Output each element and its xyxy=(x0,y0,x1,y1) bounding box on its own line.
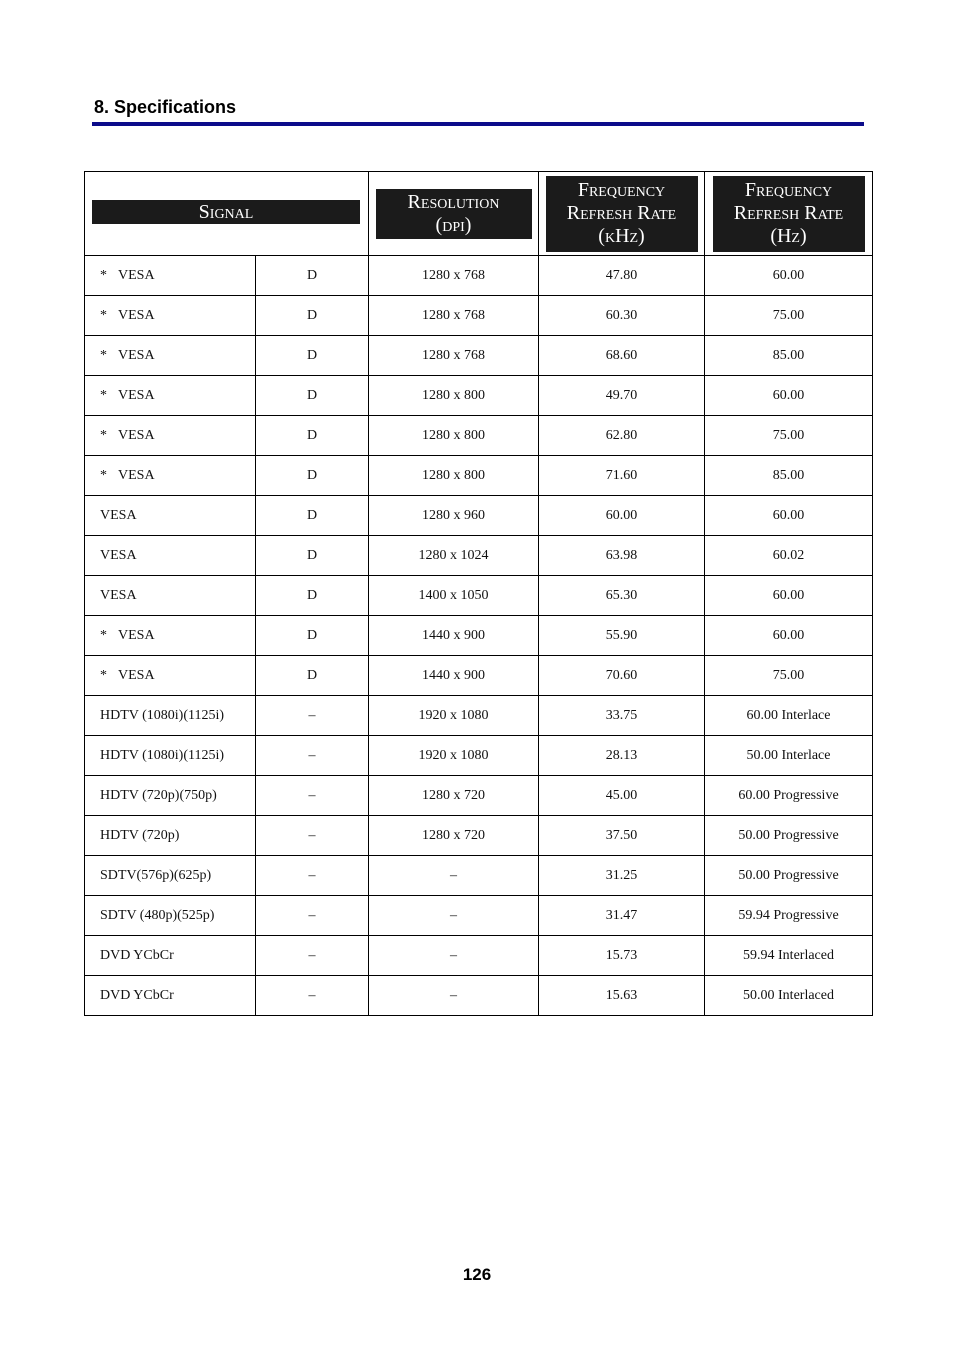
resolution-cell: – xyxy=(369,936,539,976)
signal-type-cell: – xyxy=(256,696,369,736)
signal-type-cell: D xyxy=(256,376,369,416)
signal-name: VESA xyxy=(118,347,155,363)
table-row xyxy=(85,496,873,536)
signal-name: HDTV (1080i)(1125i) xyxy=(100,747,225,763)
signal-type-cell: D xyxy=(256,296,369,336)
frequency-hz-cell: 60.02 xyxy=(705,536,873,576)
signal-name: DVD YCbCr xyxy=(100,947,174,963)
table-body xyxy=(85,256,873,1016)
header-resolution xyxy=(369,172,539,256)
signal-cell xyxy=(85,296,256,336)
frequency-hz-cell: 60.00 xyxy=(705,616,873,656)
signal-name: VESA xyxy=(118,267,155,283)
signal-name: HDTV (720p)(750p) xyxy=(100,787,217,803)
table-row xyxy=(85,976,873,1016)
asterisk-marker: * xyxy=(100,667,107,683)
signal-name: VESA xyxy=(118,307,155,323)
signal-name: VESA xyxy=(118,467,155,483)
frequency-hz-cell: 50.00 Progressive xyxy=(705,856,873,896)
frequency-khz-cell: 31.25 xyxy=(539,856,705,896)
signal-cell xyxy=(85,576,256,616)
frequency-hz-cell: 75.00 xyxy=(705,656,873,696)
signal-name: HDTV (1080i)(1125i) xyxy=(100,707,225,723)
resolution-cell: 1400 x 1050 xyxy=(369,576,539,616)
resolution-cell: 1280 x 768 xyxy=(369,256,539,296)
table-row xyxy=(85,576,873,616)
signal-type-cell: – xyxy=(256,896,369,936)
resolution-cell: – xyxy=(369,856,539,896)
signal-cell xyxy=(85,656,256,696)
frequency-khz-cell: 33.75 xyxy=(539,696,705,736)
resolution-cell: 1280 x 960 xyxy=(369,496,539,536)
frequency-khz-cell: 15.63 xyxy=(539,976,705,1016)
signal-cell xyxy=(85,376,256,416)
signal-type-cell: D xyxy=(256,656,369,696)
signal-cell xyxy=(85,456,256,496)
signal-name: VESA xyxy=(118,667,155,683)
signal-cell xyxy=(85,496,256,536)
frequency-hz-cell: 60.00 xyxy=(705,376,873,416)
signal-type-cell: D xyxy=(256,496,369,536)
signal-name: SDTV (480p)(525p) xyxy=(100,907,215,923)
table-row xyxy=(85,616,873,656)
header-signal-label: Signal xyxy=(92,200,360,224)
frequency-hz-cell: 59.94 Interlaced xyxy=(705,936,873,976)
signal-type-cell: D xyxy=(256,536,369,576)
signal-cell xyxy=(85,616,256,656)
frequency-hz-cell: 75.00 xyxy=(705,296,873,336)
header-frequency-khz-label: Frequency Refresh Rate (kHz) xyxy=(546,176,698,252)
table-row xyxy=(85,456,873,496)
table-row xyxy=(85,776,873,816)
asterisk-marker: * xyxy=(100,307,107,323)
frequency-khz-cell: 49.70 xyxy=(539,376,705,416)
signal-type-cell: D xyxy=(256,336,369,376)
signal-type-cell: – xyxy=(256,976,369,1016)
table-row xyxy=(85,696,873,736)
signal-cell xyxy=(85,976,256,1016)
resolution-cell: 1280 x 800 xyxy=(369,416,539,456)
page-number: 126 xyxy=(462,1265,492,1284)
section-title: 8. Specifications xyxy=(94,97,237,117)
resolution-cell: 1440 x 900 xyxy=(369,616,539,656)
signal-type-cell: – xyxy=(256,736,369,776)
resolution-cell: 1280 x 1024 xyxy=(369,536,539,576)
table-header-row xyxy=(85,172,873,256)
signal-cell xyxy=(85,896,256,936)
signal-name: VESA xyxy=(100,547,137,563)
table-row xyxy=(85,336,873,376)
frequency-khz-cell: 45.00 xyxy=(539,776,705,816)
frequency-hz-cell: 60.00 xyxy=(705,256,873,296)
asterisk-marker: * xyxy=(100,427,107,443)
signal-cell xyxy=(85,816,256,856)
asterisk-marker: * xyxy=(100,267,107,283)
table-row xyxy=(85,656,873,696)
signal-type-cell: – xyxy=(256,776,369,816)
resolution-cell: 1920 x 1080 xyxy=(369,736,539,776)
frequency-hz-cell: 60.00 Interlace xyxy=(705,696,873,736)
signal-name: DVD YCbCr xyxy=(100,987,174,1003)
frequency-khz-cell: 31.47 xyxy=(539,896,705,936)
frequency-hz-cell: 50.00 Progressive xyxy=(705,816,873,856)
signal-type-cell: D xyxy=(256,256,369,296)
frequency-hz-cell: 60.00 xyxy=(705,496,873,536)
signal-name: VESA xyxy=(100,507,137,523)
frequency-khz-cell: 71.60 xyxy=(539,456,705,496)
header-frequency-hz xyxy=(705,172,873,256)
resolution-cell: 1280 x 800 xyxy=(369,456,539,496)
frequency-khz-cell: 60.30 xyxy=(539,296,705,336)
signal-type-cell: D xyxy=(256,456,369,496)
table-row xyxy=(85,856,873,896)
header-signal xyxy=(85,172,369,256)
signal-cell xyxy=(85,256,256,296)
asterisk-marker: * xyxy=(100,627,107,643)
resolution-cell: – xyxy=(369,976,539,1016)
signal-name: VESA xyxy=(100,587,137,603)
table-row xyxy=(85,376,873,416)
frequency-hz-cell: 50.00 Interlaced xyxy=(705,976,873,1016)
frequency-khz-cell: 63.98 xyxy=(539,536,705,576)
frequency-khz-cell: 68.60 xyxy=(539,336,705,376)
header-frequency-hz-label: Frequency Refresh Rate (Hz) xyxy=(713,176,865,252)
asterisk-marker: * xyxy=(100,467,107,483)
header-resolution-label: Resolution (dpi) xyxy=(376,189,532,239)
signal-cell xyxy=(85,856,256,896)
frequency-khz-cell: 65.30 xyxy=(539,576,705,616)
table-row xyxy=(85,536,873,576)
frequency-khz-cell: 47.80 xyxy=(539,256,705,296)
frequency-khz-cell: 62.80 xyxy=(539,416,705,456)
table-row xyxy=(85,896,873,936)
signal-type-cell: – xyxy=(256,856,369,896)
resolution-cell: 1280 x 720 xyxy=(369,816,539,856)
table-row xyxy=(85,256,873,296)
header-frequency-khz xyxy=(539,172,705,256)
signal-name: VESA xyxy=(118,427,155,443)
resolution-cell: 1280 x 800 xyxy=(369,376,539,416)
asterisk-marker: * xyxy=(100,347,107,363)
specifications-table xyxy=(84,171,873,1016)
table-row xyxy=(85,736,873,776)
table-row xyxy=(85,936,873,976)
signal-cell xyxy=(85,536,256,576)
signal-type-cell: D xyxy=(256,616,369,656)
resolution-cell: 1440 x 900 xyxy=(369,656,539,696)
resolution-cell: – xyxy=(369,896,539,936)
frequency-hz-cell: 50.00 Interlace xyxy=(705,736,873,776)
frequency-khz-cell: 15.73 xyxy=(539,936,705,976)
frequency-hz-cell: 60.00 Progressive xyxy=(705,776,873,816)
frequency-hz-cell: 60.00 xyxy=(705,576,873,616)
signal-name: VESA xyxy=(118,387,155,403)
frequency-khz-cell: 37.50 xyxy=(539,816,705,856)
signal-type-cell: D xyxy=(256,576,369,616)
signal-name: VESA xyxy=(118,627,155,643)
frequency-khz-cell: 55.90 xyxy=(539,616,705,656)
table-row xyxy=(85,416,873,456)
asterisk-marker: * xyxy=(100,387,107,403)
signal-cell xyxy=(85,776,256,816)
resolution-cell: 1280 x 768 xyxy=(369,336,539,376)
signal-cell xyxy=(85,336,256,376)
frequency-hz-cell: 75.00 xyxy=(705,416,873,456)
signal-name: SDTV(576p)(625p) xyxy=(100,867,212,883)
signal-name: HDTV (720p) xyxy=(100,827,180,843)
resolution-cell: 1920 x 1080 xyxy=(369,696,539,736)
signal-type-cell: – xyxy=(256,936,369,976)
title-divider xyxy=(92,122,864,126)
signal-type-cell: – xyxy=(256,816,369,856)
signal-type-cell: D xyxy=(256,416,369,456)
frequency-khz-cell: 28.13 xyxy=(539,736,705,776)
frequency-khz-cell: 60.00 xyxy=(539,496,705,536)
table-row xyxy=(85,296,873,336)
frequency-hz-cell: 59.94 Progressive xyxy=(705,896,873,936)
table-row xyxy=(85,816,873,856)
resolution-cell: 1280 x 720 xyxy=(369,776,539,816)
signal-cell xyxy=(85,936,256,976)
signal-cell xyxy=(85,416,256,456)
signal-cell xyxy=(85,696,256,736)
signal-cell xyxy=(85,736,256,776)
frequency-khz-cell: 70.60 xyxy=(539,656,705,696)
resolution-cell: 1280 x 768 xyxy=(369,296,539,336)
frequency-hz-cell: 85.00 xyxy=(705,456,873,496)
frequency-hz-cell: 85.00 xyxy=(705,336,873,376)
